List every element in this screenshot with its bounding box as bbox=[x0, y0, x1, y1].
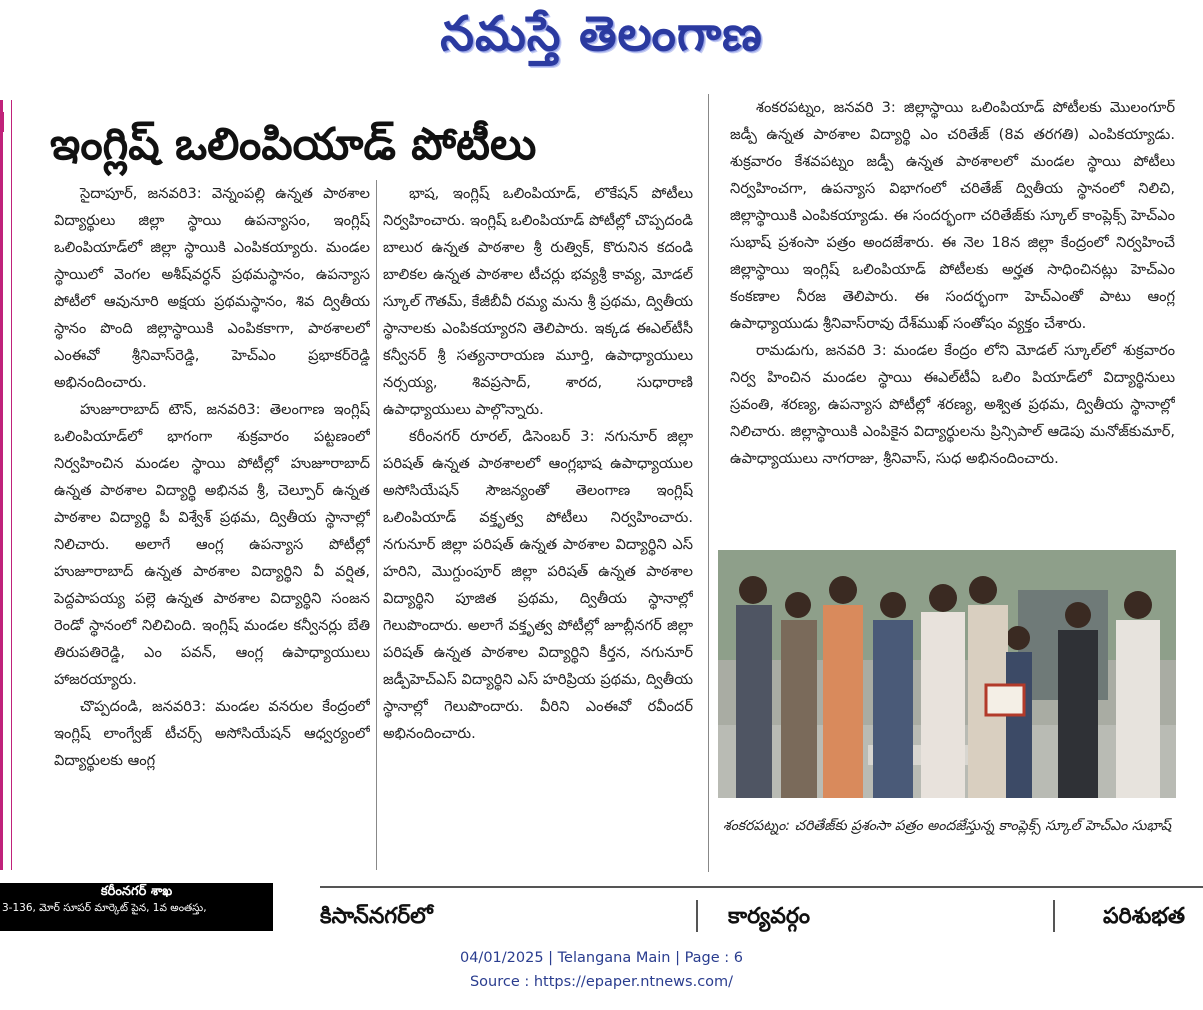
teaser-headline: కార్యవర్గం bbox=[728, 904, 811, 929]
branch-office-box bbox=[0, 883, 273, 931]
paragraph: శంకరపట్నం, జనవరి 3: జిల్లాస్థాయి ఒలింపియాడ్ పోటీలకు మొలంగూర్ జడ్పీ ఉన్నత పాఠశాల విద్యార్థి ఎం చరితేజ్ (8వ తరగతి) ఎంపికయ్యాడు. శుక్రవారం కేశవపట్నం జడ్పీ ఉన్నత పాఠశాలలో మండల స్థాయి పోటీలు నిర్వహించగా, ఉపన్యాస విభాగంలో చరితేజ్ ద్వితీయ స్థానంలో నిలిచి, జిల్లాస్థాయికి ఎంపికయ్యాడు. ఈ సందర్భంగా చరితేజ్‌కు స్కూల్ కాంప్లెక్స్ హెచ్ఎం సుభాష్ ప్రశంసా పత్రం అందజేశారు. ఈ నెల 18న జిల్లా కేంద్రంలో నిర్వహించే జిల్లాస్థాయి ఇంగ్లిష్ ఒలింపియాడ్ పోటీలకు అర్హత సాధించినట్లు హెచ్ఎం కంకణాల నీరజ తెలిపారు. ఈ సందర్భంగా హెచ్ఎంతో పాటు ఆంగ్ల ఉపాధ్యాయుడు శ్రీనివాస్‌రావు దేశ్‌ముఖ్ సంతోషం వ్యక్తం చేశారు. bbox=[730, 99, 1175, 332]
column-divider bbox=[708, 94, 709, 872]
paragraph: చొప్పదండి, జనవరి3: మండల వనరుల కేంద్రంలో ఇంగ్లిష్ లాంగ్వేజ్ టీచర్స్ అసోసియేషన్ ఆధ్వర్యంలో విద్యార్థులకు ఆంగ్ల bbox=[54, 698, 370, 769]
teaser-headline: కిసాన్‌నగర్‌లో bbox=[320, 904, 433, 929]
article-column-2 bbox=[383, 180, 693, 872]
edition-info: 04/01/2025 | Telangana Main | Page : 6 bbox=[459, 950, 744, 966]
article-column-1 bbox=[54, 180, 370, 872]
paragraph: భాష, ఇంగ్లిష్ ఒలింపియాడ్, లొకేషన్ పోటీలు నిర్వహించారు. ఇంగ్లిష్ ఒలింపియాడ్ పోటీల్లో చొప్పదండి బాలుర ఉన్నత పాఠశాల శ్రీ రుత్విక్, కొరునిన కదండి బాలికల ఉన్నత పాఠశాల టీచర్లు భవ్యశ్రీ కావ్య, మోడల్ స్కూల్ గౌతమ్, కేజీబీవీ రమ్య మను శ్రీ ప్రథమ, ద్వితీయ స్థానాలకు ఎంపికయ్యారని తెలిపారు. ఇక్కడ ఈఎల్‌టీసీ కన్వీనర్ శ్రీ సత్యనారాయణ మూర్తి, ఉపాధ్యాయులు నర్సయ్య, శివప్రసాద్, శారద, సుధారాణి ఉపాధ్యాయులు పాల్గొన్నారు. bbox=[383, 185, 693, 418]
branch-title: కరీంనగర్ శాఖ bbox=[100, 884, 173, 899]
teaser-headline: పరిశుభత bbox=[1103, 904, 1186, 929]
masthead bbox=[0, 0, 1203, 86]
photo-caption: శంకరపట్నం: చరితేజ్‌కు ప్రశంసా పత్రం అందజేస్తున్న కాంప్లెక్స్ స్కూల్ హెచ్ఎం సుభాష్ bbox=[723, 818, 1171, 834]
paragraph: కరీంనగర్ రూరల్, డిసెంబర్ 3: నగునూర్ జిల్లా పరిషత్ ఉన్నత పాఠశాలలో ఆంగ్లభాష ఉపాధ్యాయుల అసోసియేషన్ సౌజన్యంతో తెలంగాణ ఇంగ్లిష్ ఒలింపియాడ్ వక్తృత్వ పోటీలు నిర్వహించారు. నగునూర్ జిల్లా పరిషత్ ఉన్నత పాఠశాల విద్యార్థిని ఎస్ హరిని, మొగ్దుంపూర్ జిల్లా పరిషత్ ఉన్నత పాఠశాల విద్యార్థిని పూజిత ప్రథమ, ద్వితీయ స్థానాల్లో గెలుపొందారు. అలాగే వక్తృత్వ పోటీల్లో జూబ్లీనగర్ జిల్లా పరిషత్ ఉన్నత పాఠశాల విద్యార్థిని కీర్తన, నగునూర్ జడ్పీహెచ్ఎస్ విద్యార్థిని ఎస్ హరిప్రియ ప్రథమ, ద్వితీయ స్థానాల్లో గెలుపొందారు. వీరిని ఎంఈవో రవీందర్ అభినందించారు. bbox=[383, 428, 693, 742]
news-photo bbox=[718, 550, 1176, 798]
epaper-footer bbox=[0, 946, 1203, 994]
paragraph: రామడుగు, జనవరి 3: మండల కేంద్రం లోని మోడల్ స్కూల్‌లో శుక్రవారం నిర్వ హించిన మండల స్థాయి ఈఎల్‌టీఏ ఒలిం పియాడ్‌లో విద్యార్థినులు స్రవంతి, శరణ్య, ఉపన్యాస పోటీల్లో శరణ్య, అశ్విత ప్రథమ, ద్వితీయ స్థానాల్లో నిలిచారు. జిల్లాస్థాయికి ఎంపికైన విద్యార్థులను ప్రిన్సిపాల్ ఆడెపు మనోజ్‌కుమార్, ఉపాధ్యాయులు నాగరాజు, శ్రీనివాస్, సుధ అభినందించారు. bbox=[730, 342, 1175, 467]
section-rule bbox=[320, 886, 1203, 888]
accent-strip bbox=[0, 112, 4, 132]
paragraph: హుజూరాబాద్ టౌన్, జనవరి3: తెలంగాణ ఇంగ్లిష్ ఒలింపియాడ్‌లో భాగంగా శుక్రవారం పట్టణంలో నిర్వహించిన మండల స్థాయి పోటీల్లో హుజూరాబాద్ ఉన్నత పాఠశాల విద్యార్థి అభినవ శ్రీ, చెల్పూర్ ఉన్నత పాఠశాల విద్యార్థి పీ విశ్వేశ్ ప్రథమ, ద్వితీయ స్థానాల్లో నిలిచారు. అలాగే ఆంగ్ల ఉపన్యాస పోటీల్లో హుజూరాబాద్ ఉన్నత పాఠశాల విద్యార్థిని వీ వర్షిత, పెద్దపాపయ్య పల్లె ఉన్నత పాఠశాల విద్యార్థిని సంజన రెండో స్థానంలో నిలిచింది. ఇంగ్లిష్ మండల కన్వీనర్లు బేతి తిరుపతిరెడ్డి, ఎం పవన్, ఆంగ్ల ఉపాధ్యాయులు హాజరయ్యారు. bbox=[54, 401, 370, 688]
column-divider bbox=[376, 180, 377, 870]
left-margin-rule bbox=[0, 100, 12, 870]
article-column-3 bbox=[730, 94, 1175, 544]
newspaper-name: నమస్తే తెలంగాణ bbox=[440, 6, 763, 62]
source-link[interactable]: Source : https://epaper.ntnews.com/ bbox=[469, 974, 734, 990]
teaser-divider bbox=[1053, 900, 1055, 932]
paragraph: సైదాపూర్, జనవరి3: వెన్నంపల్లి ఉన్నత పాఠశాల విద్యార్థులు జిల్లా స్థాయి ఉపన్యాసం, ఇంగ్లిష్ ఒలింపియాడ్‌లో జిల్లా స్థాయికి ఎంపికయ్యారు. మండల స్థాయిలో వెంగల అశీష్‌వర్ధన్ ప్రథమస్థానం, ఉపన్యాస పోటీలో ఆవునూరి అక్షయ ప్రథమస్థానం, శివ ద్వితీయ స్థానం పొంది జిల్లాస్థాయికి ఎంపికకాగా, పాఠశాలలో ఎంఈవో శ్రీనివాస్‌రెడ్డి, హెచ్‌ఎం ప్రభాకర్‌రెడ్డి అభినందించారు. bbox=[54, 185, 370, 391]
teaser-divider bbox=[696, 900, 698, 932]
group-photo-illustration bbox=[718, 550, 1176, 798]
article-headline: ఇంగ్లిష్ ఒలింపియాడ్ పోటీలు bbox=[50, 119, 537, 170]
branch-address: 3-136, మోర్ సూపర్ మార్కెట్ పైన, 1వ అంతస్తు, bbox=[2, 902, 207, 914]
